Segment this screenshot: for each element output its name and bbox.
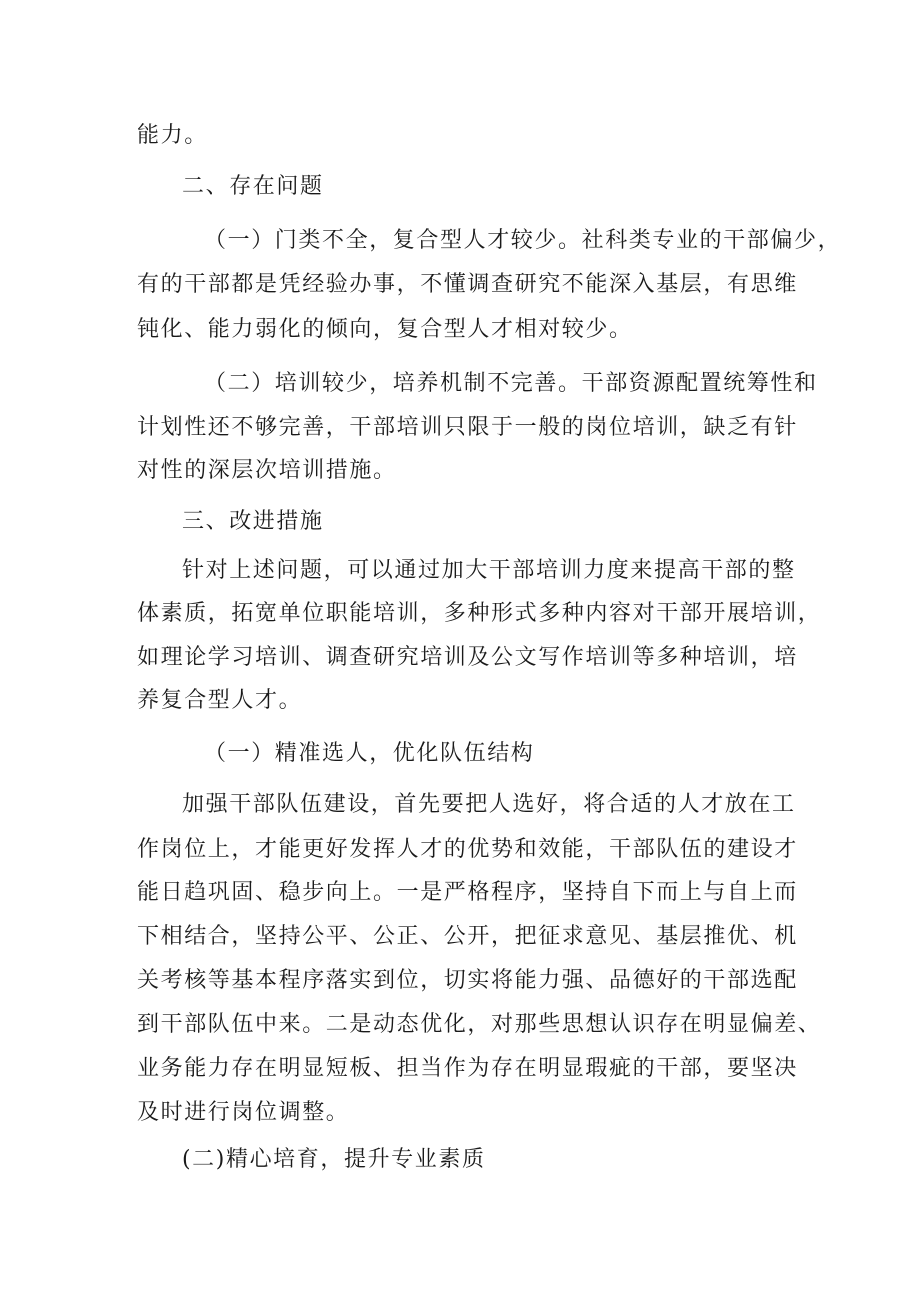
paragraph-line: 对性的深层次培训措施。: [137, 458, 397, 483]
paragraph-line: 加强干部队伍建设，首先要把人选好，将合适的人才放在工: [182, 792, 796, 817]
paragraph-line: （一）门类不全，复合型人才较少。社科类专业的干部偏少，: [204, 228, 842, 253]
paragraph-line: 计划性还不够完善，干部培训只限于一般的岗位培训，缺乏有针: [137, 415, 798, 440]
paragraph-line: 有的干部都是凭经验办事，不懂调查研究不能深入基层，有思维: [137, 272, 798, 297]
paragraph-line: 针对上述问题，可以通过加大干部培训力度来提高干部的整: [182, 558, 796, 583]
paragraph-line: （二）培训较少，培养机制不完善。干部资源配置统筹性和: [204, 371, 818, 396]
paragraph-line: 到干部队伍中来。二是动态优化，对那些思想认识存在明显偏差、: [137, 1012, 822, 1037]
paragraph-line: 能力。: [137, 123, 208, 148]
paragraph-line: 养复合型人才。: [137, 688, 303, 713]
paragraph-line: 钝化、能力弱化的倾向，复合型人才相对较少。: [137, 317, 633, 342]
subsection-heading: （一）精准选人，优化队伍结构: [204, 741, 535, 766]
paragraph-line: 及时进行岗位调整。: [137, 1100, 350, 1125]
paragraph-line: 体素质，拓宽单位职能培训，多种形式多种内容对干部开展培训，: [137, 601, 822, 626]
paragraph-line: 业务能力存在明显短板、担当作为存在明显瑕疵的干部，要坚决: [137, 1056, 798, 1081]
paragraph-line: 如理论学习培训、调查研究培训及公文写作培训等多种培训，培: [137, 645, 798, 670]
section-heading-measures: 三、改进措施: [182, 509, 324, 534]
paragraph-line: 关考核等基本程序落实到位，切实将能力强、品德好的干部选配: [137, 968, 798, 993]
subsection-heading: (二)精心培育，提升专业素质: [182, 1147, 486, 1172]
paragraph-line: 作岗位上，才能更好发挥人才的优势和效能，干部队伍的建设才: [137, 837, 798, 862]
paragraph-line: 下相结合，坚持公平、公正、公开，把征求意见、基层推优、机: [137, 924, 798, 949]
section-heading-problems: 二、存在问题: [182, 174, 324, 199]
paragraph-line: 能日趋巩固、稳步向上。一是严格程序，坚持自下而上与自上而: [137, 880, 798, 905]
